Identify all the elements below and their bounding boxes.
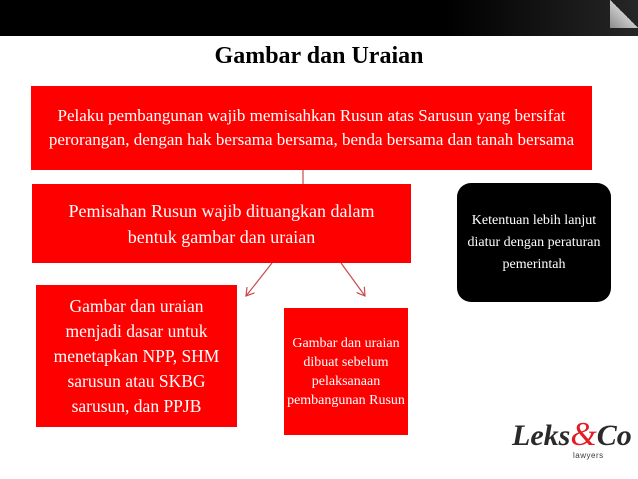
separation-text: Pemisahan Rusun wajib dituangkan dalam bentuk gambar dan uraian [68, 200, 375, 247]
timing-box [284, 308, 408, 435]
leksco-logo [512, 416, 632, 466]
note-box [457, 183, 611, 302]
arrow-to-basis-box [246, 263, 272, 296]
arrow-to-timing-box [341, 263, 365, 296]
timing-text: Gambar dan uraian dibuat sebelum pelaksanaan pembangunan Rusun [287, 335, 405, 408]
basis-box [36, 285, 237, 427]
separation-box [32, 184, 411, 263]
logo-name-part2: Co [596, 419, 632, 452]
basis-text: Gambar dan uraian menjadi dasar untuk menetapkan NPP, SHM sarusun atau SKBG sarusun, dan PPJB [53, 295, 220, 416]
slide-title: Gambar dan Uraian [214, 43, 424, 69]
logo-name-part1: Leks [512, 419, 571, 452]
logo-subtitle: lawyers [573, 451, 604, 460]
main-statement-box [31, 86, 592, 170]
logo-ampersand: & [570, 416, 597, 453]
main-statement-text: Pelaku pembangunan wajib memisahkan Rusun atas Sarusun yang bersifat perorangan, dengan hak bersama bersama, benda bersama dan tanah bersama [48, 106, 575, 149]
note-text: Ketentuan lebih lanjut diatur dengan peraturan pemerintah [467, 212, 601, 272]
logo-wordmark [512, 416, 632, 454]
